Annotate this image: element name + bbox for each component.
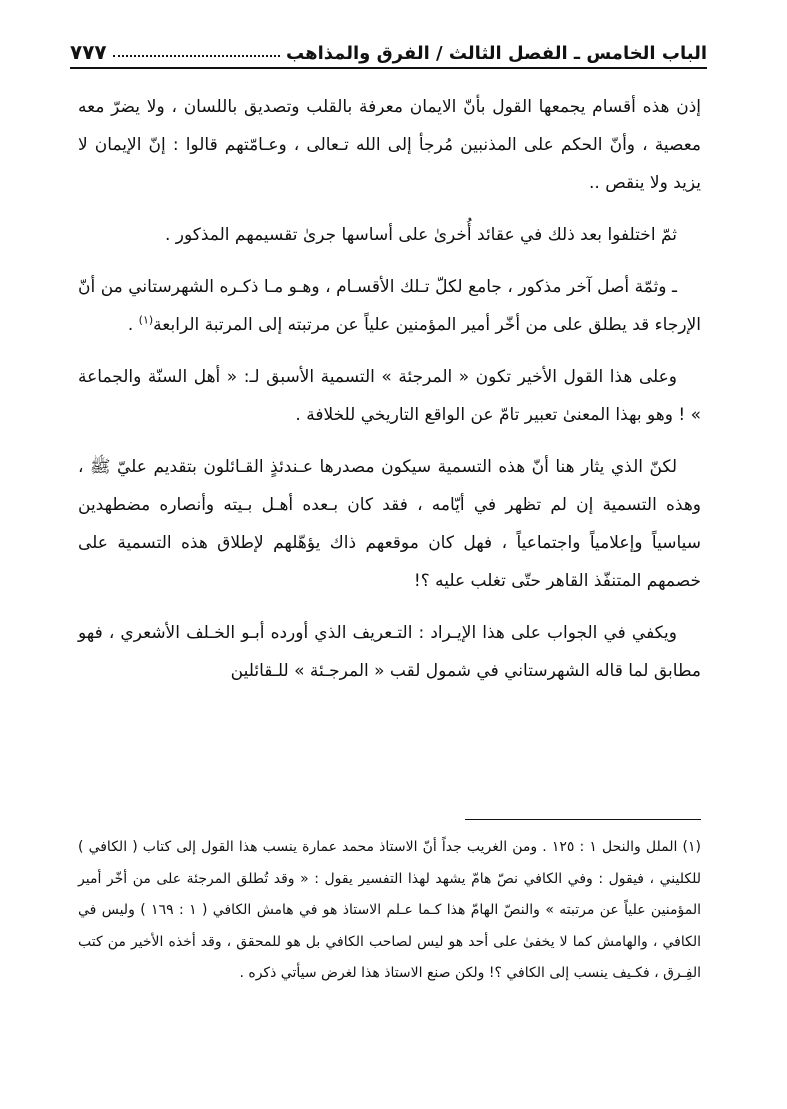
footnotes: [78, 832, 701, 990]
paragraph-3-tail: .: [127, 315, 134, 335]
chapter-title: الباب الخامس ـ الفصل الثالث / الفرق والمذاهب: [286, 43, 707, 64]
page-number: ٧٧٧: [70, 40, 107, 64]
dotted-leader: [113, 54, 280, 57]
footnote-separator: [465, 819, 701, 820]
main-text: [78, 88, 701, 704]
running-header: [70, 30, 707, 69]
footnote-1: (١) الملل والنحل ١ : ١٢٥ . ومن الغريب جداً أنّ الاستاذ محمد عمارة ينسب هذا القول إلى كتاب ( الكافي ) للكليني ، فيقول : وفي الكافي نصّ هامّ يشهد لهذا التفسير يقول : « وقد تُطلق المرجئة على من أخّر أمير المؤمنين علياً عن مرتبته » والنصّ الهامّ هذا كـما عـلم الاستاذ هو في هامش الكافي ( ١ : ١٦٩ ) وليس في الكافي ، والهامش كما لا يخفىٰ على أحد هو ليس لصاحب الكافي بل هو للمحقق ، وقد أخذه الأخير من كتب الفِـرق ، فكـيف ينسب إلى الكافي ؟! ولكن صنع الاستاذ هذا لغرض سيأتي ذكره .: [78, 839, 702, 981]
paragraph-1: إذن هذه أقسام يجمعها القول بأنّ الايمان معرفة بالقلب وتصديق باللسان ، ولا يضرّ معه معصية ، وأنّ الحكم على المذنبين مُرجأ إلى الله تـعالى ، وعـامّتهم قالوا : إنّ الإيمان لا يزيد ولا ينقص ..: [78, 97, 701, 193]
paragraph-5: لكنّ الذي يثار هنا أنّ هذه التسمية سيكون مصدرها عـندئذٍ القـائلون بتقديم عليّ ﷺ ، وهذه التسمية إن لم تظهر في أيّامه ، فقد كان بـعده أهـل بـيته وأنصاره مضطهدين سياسياً وإعلامياً واجتماعياً ، فهل كان موقعهم ذاك يؤهّلهم لإطلاق هذه التسمية على خصمهم المتنفّذ القاهر حتّى تغلب عليه ؟!: [78, 457, 701, 591]
footnote-ref-1[interactable]: (١): [138, 313, 154, 327]
paragraph-4: وعلى هذا القول الأخير تكون « المرجئة » التسمية الأسبق لـ: « أهل السنّة والجماعة » ! وهو بهذا المعنىٰ تعبير تامّ عن الواقع التاريخي للخلافة .: [78, 367, 701, 425]
paragraph-6: ويكفي في الجواب على هذا الإيـراد : التـعريف الذي أورده أبـو الخـلف الأشعري ، فهو مطابق لما قاله الشهرستاني في شمول لقب « المرجـئة » للـقائلين: [78, 623, 701, 681]
paragraph-3: [78, 268, 701, 344]
paragraph-3-text: ـ وثمّة أصل آخر مذكور ، جامع لكلّ تـلك الأقسـام ، وهـو مـا ذكـره الشهرستاني من أنّ الإرجاء قد يطلق على من أخّر أمير المؤمنين علياً عن مرتبته إلى المرتبة الرابعة: [78, 277, 701, 335]
paragraph-2: ثمّ اختلفوا بعد ذلك في عقائد أُخرىٰ على أساسها جرىٰ تقسيمهم المذكور .: [164, 225, 677, 245]
